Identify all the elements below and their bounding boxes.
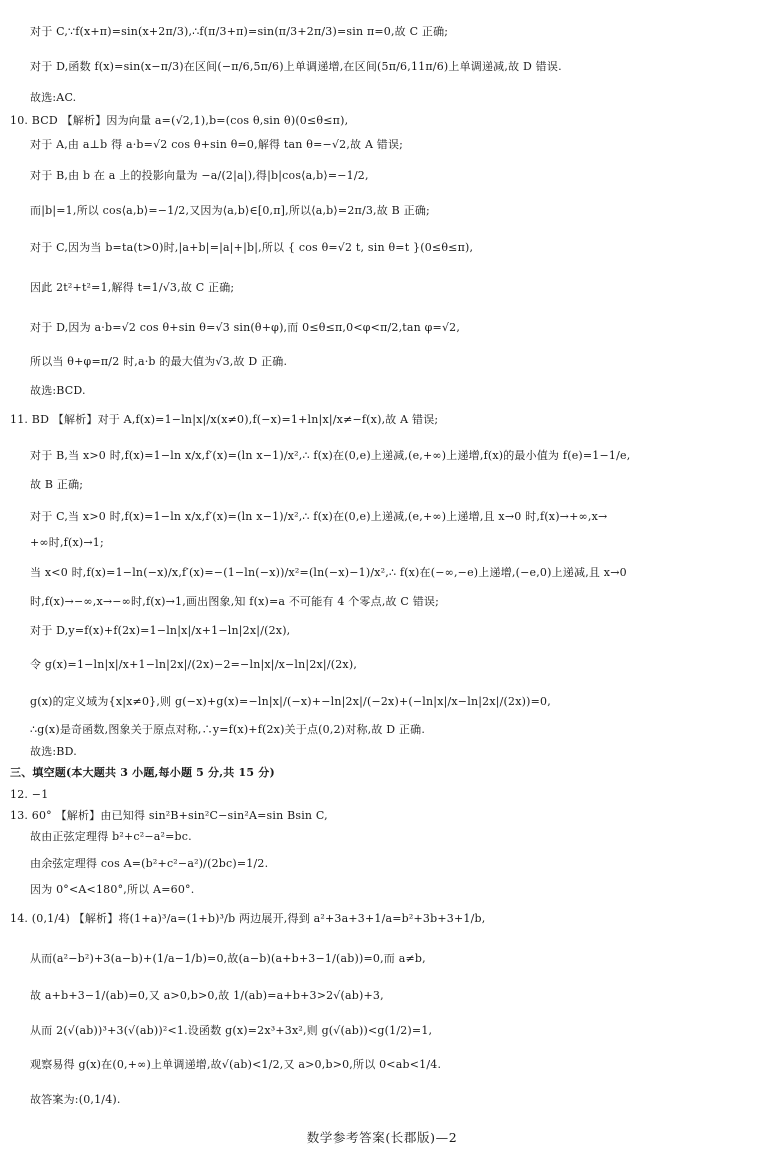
q10-option-d-cont: 所以当 θ+φ=π/2 时,a·b 的最大值为√3,故 D 正确. <box>30 355 288 368</box>
q10-heading: 10. BCD 【解析】因为向量 a=(√2,1),b=(cos θ,sin θ)(0≤θ≤π), <box>10 114 349 127</box>
q13-conclusion: 因为 0°<A<180°,所以 A=60°. <box>30 883 195 896</box>
q11-option-d-odd: g(x)的定义域为{x|x≠0},则 g(−x)+g(x)=−ln|x|/(−x)+−ln|2x|/(−2x)+(−ln|x|/x−ln|2x|/(2x))=0, <box>30 695 551 708</box>
q13-heading: 13. 60° 【解析】由已知得 sin²B+sin²C−sin²A=sin Bsin C, <box>10 809 328 822</box>
q11-option-d-g-def: 令 g(x)=1−ln|x|/x+1−ln|2x|/(2x)−2=−ln|x|/x−ln|2x|/(2x), <box>30 658 358 671</box>
q10-option-b-line: 对于 B,由 b 在 a 上的投影向量为 −a/(2|a|),得|b|cos⟨a,b⟩=−1/2, <box>30 169 369 182</box>
q10-option-d-line: 对于 D,因为 a·b=√2 cos θ+sin θ=√3 sin(θ+φ),而 0≤θ≤π,0<φ<π/2,tan φ=√2, <box>30 321 461 334</box>
q11-option-d-conclusion: ∴g(x)是奇函数,图象关于原点对称,∴y=f(x)+f(2x)关于点(0,2)对称,故 D 正确. <box>30 723 426 736</box>
q11-option-b-cont: 故 B 正确; <box>30 478 84 491</box>
q13-sine-law: 故由正弦定理得 b²+c²−a²=bc. <box>30 830 192 843</box>
q11-option-c-cont: +∞时,f(x)→1; <box>30 536 104 549</box>
q14-inequality-line: 故 a+b+3−1/(ab)=0,又 a>0,b>0,故 1/(ab)=a+b+3>2√(ab)+3, <box>30 989 384 1002</box>
q10-option-c-line: 对于 C,因为当 b=ta(t>0)时,|a+b|=|a|+|b|,所以 { cos θ=√2 t, sin θ=t }(0≤θ≤π), <box>30 241 474 254</box>
q14-answer-line: 故答案为:(0,1/4). <box>30 1093 121 1106</box>
q10-option-a-line: 对于 A,由 a⊥b 得 a·b=√2 cos θ+sin θ=0,解得 tan θ=−√2,故 A 错误; <box>30 138 404 151</box>
q11-answer-line: 故选:BD. <box>30 745 77 758</box>
page-footer: 数学参考答案(长郡版)—2 <box>306 1130 458 1145</box>
q14-monotonic-line: 观察易得 g(x)在(0,+∞)上单调递增,故√(ab)<1/2,又 a>0,b>0,所以 0<ab<1/4. <box>30 1058 442 1071</box>
q10-option-b-cont: 而|b|=1,所以 cos⟨a,b⟩=−1/2,又因为⟨a,b⟩∈[0,π],所以⟨a,b⟩=2π/3,故 B 正确; <box>30 204 430 217</box>
section-three-heading: 三、填空题(本大题共 3 小题,每小题 5 分,共 15 分) <box>10 766 275 779</box>
q14-heading: 14. (0,1/4) 【解析】将(1+a)³/a=(1+b)³/b 两边展开,得到 a²+3a+3+1/a=b²+3b+3+1/b, <box>10 912 486 925</box>
q13-cosine-law: 由余弦定理得 cos A=(b²+c²−a²)/(2bc)=1/2. <box>30 857 269 870</box>
q11-option-b-line: 对于 B,当 x>0 时,f(x)=1−ln x/x,f′(x)=(ln x−1)/x²,∴ f(x)在(0,e)上递减,(e,+∞)上递增,f(x)的最小值为 f(e)=1−1/e, <box>30 449 631 462</box>
q14-function-line: 从而 2(√(ab))³+3(√(ab))²<1.设函数 g(x)=2x³+3x²,则 g(√(ab))<g(1/2)=1, <box>30 1024 433 1037</box>
q14-factor-line: 从而(a²−b²)+3(a−b)+(1/a−1/b)=0,故(a−b)(a+b+3−1/(ab))=0,而 a≠b, <box>30 952 426 965</box>
q9-answer-line: 故选:AC. <box>30 91 77 104</box>
q9-option-d-line: 对于 D,函数 f(x)=sin(x−π/3)在区间(−π/6,5π/6)上单调递增,在区间(5π/6,11π/6)上单调递减,故 D 错误. <box>30 60 562 73</box>
q11-option-c-neg: 当 x<0 时,f(x)=1−ln(−x)/x,f′(x)=−(1−ln(−x))/x²=(ln(−x)−1)/x²,∴ f(x)在(−∞,−e)上递增,(−e,0)上递减,且 x→0 <box>30 566 627 579</box>
q11-heading: 11. BD 【解析】对于 A,f(x)=1−ln|x|/x(x≠0),f(−x)=1+ln|x|/x≠−f(x),故 A 错误; <box>10 413 439 426</box>
q11-option-c-neg-cont: 时,f(x)→−∞,x→−∞时,f(x)→1,画出图象,知 f(x)=a 不可能有 4 个零点,故 C 错误; <box>30 595 440 608</box>
q10-option-c-cont: 因此 2t²+t²=1,解得 t=1/√3,故 C 正确; <box>30 281 235 294</box>
q12-answer: 12. −1 <box>10 788 49 801</box>
q9-option-c-line: 对于 C,∵f(x+π)=sin(x+2π/3),∴f(π/3+π)=sin(π/3+2π/3)=sin π=0,故 C 正确; <box>30 25 449 38</box>
q11-option-c-line: 对于 C,当 x>0 时,f(x)=1−ln x/x,f′(x)=(ln x−1)/x²,∴ f(x)在(0,e)上递减,(e,+∞)上递增,且 x→0 时,f(x)→+∞,x→ <box>30 510 608 523</box>
q11-option-d-line: 对于 D,y=f(x)+f(2x)=1−ln|x|/x+1−ln|2x|/(2x), <box>30 624 291 637</box>
q10-answer-line: 故选:BCD. <box>30 384 86 397</box>
